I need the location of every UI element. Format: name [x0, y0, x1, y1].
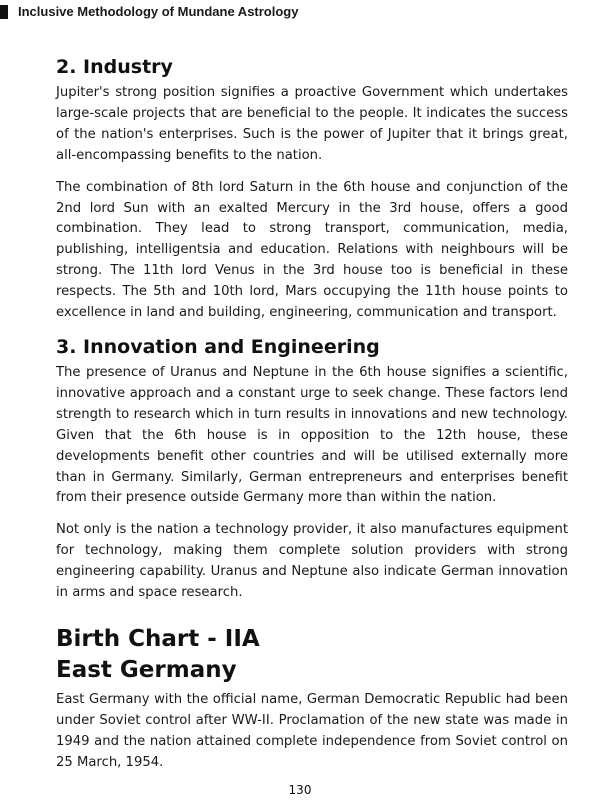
paragraph: East Germany with the official name, German Democratic Republic had been under Soviet control after WW-II. Proclamation of the new state was made in 1949 and the nation attained complete independence from Soviet control on 25 March, 1954. [56, 691, 568, 770]
paragraph: Not only is the nation a technology provider, it also manufactures equipment for technology, making them complete solution providers with strong engineering capability. Uranus and Neptune also indicate German innovation in arms and space research. [56, 522, 568, 601]
paragraph: The combination of 8th lord Saturn in the 6th house and conjunction of the 2nd lord Sun with an exalted Mercury in the 3rd house, offers a good combination. They lead to strong transport, communication, media, publishing, intelligentsia and education. Relations with neighbours will be strong. The 11th lord Venus in the 3rd house too is beneficial in these respects. The 5th and 10th lord, Mars occupying the 11th house points to excellence in land and building, engineering, communication and transport. [56, 179, 568, 321]
running-header [0, 4, 298, 19]
header-marker [0, 5, 8, 19]
paragraph: The presence of Uranus and Neptune in the 6th house signifies a scientific, innovative approach and a constant urge to seek change. These factors lend strength to research which in turn results in innovations and new technology. Given that the 6th house is in opposition to the 12th house, these developments benefit other countries and will be utilised externally more than in Germany. Similarly, German entrepreneurs and enterprises benefit from their presence outside Germany more than within the nation. [56, 364, 568, 506]
birth-chart-title-block [56, 624, 568, 686]
section-birth-chart [56, 624, 568, 774]
chart-title: Birth Chart - IIA [56, 625, 260, 652]
book-title: Inclusive Methodology of Mundane Astrology [18, 4, 299, 19]
section-heading-industry: 2. Industry [56, 56, 173, 78]
page-content [56, 54, 568, 774]
section-innovation [56, 334, 568, 604]
section-heading-innovation: 3. Innovation and Engineering [56, 335, 380, 358]
page-number: 130 [288, 783, 312, 797]
paragraph: Jupiter's strong position signifies a proactive Government which undertakes large-scale projects that are beneficial to the people. It indicates the success of the nation's enterprises. Such is the power of Jupiter that it brings great, all-encompassing benefits to the nation. [56, 85, 568, 163]
section-industry [56, 54, 568, 324]
chart-subtitle: East Germany [56, 656, 237, 683]
